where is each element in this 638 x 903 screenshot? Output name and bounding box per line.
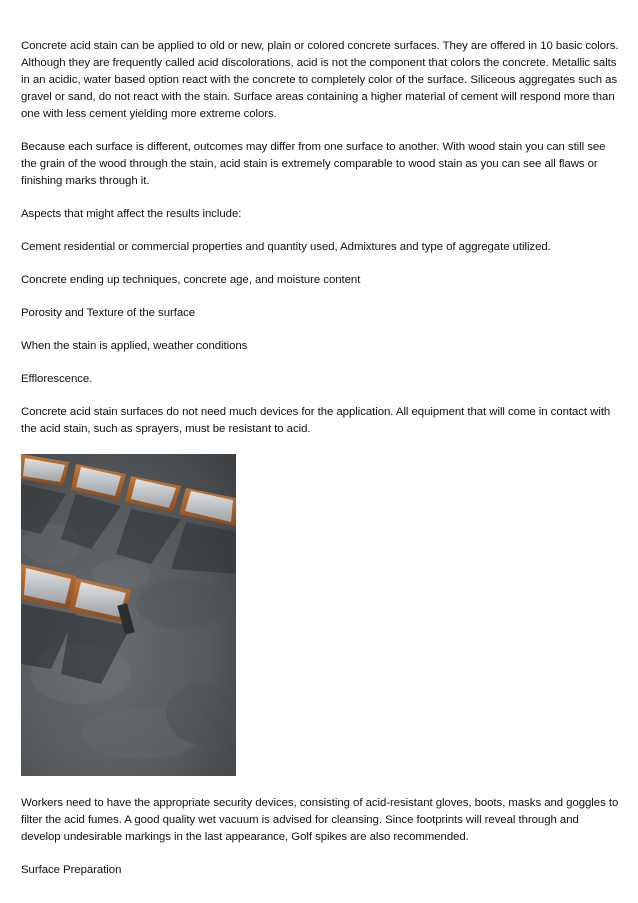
document-page bbox=[21, 38, 621, 895]
photo-stained-concrete-floor-seats bbox=[21, 454, 236, 776]
paragraph-weather: When the stain is applied, weather conditions bbox=[21, 340, 248, 352]
paragraph-finishing-techniques: Concrete ending up techniques, concrete age, and moisture content bbox=[21, 274, 361, 286]
paragraph-equipment: Concrete acid stain surfaces do not need much devices for the application. All equipment that will come in contact with the acid stain, such as sprayers, must be resistant to acid. bbox=[21, 406, 611, 435]
paragraph-surface-difference: Because each surface is different, outcomes may differ from one surface to another. With wood stain you can still see the grain of the wood through the stain, acid stain is extremely comparable to wood stain as you can see all flaws or finishing marks through it. bbox=[21, 141, 606, 187]
paragraph-efflorescence: Efflorescence. bbox=[21, 373, 93, 385]
heading-surface-preparation: Surface Preparation bbox=[21, 864, 122, 876]
paragraph-cement-properties: Cement residential or commercial properties and quantity used, Admixtures and type of aggregate utilized. bbox=[21, 241, 551, 253]
paragraph-intro: Concrete acid stain can be applied to old or new, plain or colored concrete surfaces. They are offered in 10 basic colors. Although they are frequently called acid discolorations, acid is not the component that colors the concrete. Metallic salts in an acidic, water based option react with the concrete to completely color of the surface. Siliceous aggregates such as gravel or sand, do not react with the stain. Surface areas containing a higher material of cement will respond more than one with less cement yielding more extreme colors. bbox=[21, 40, 619, 120]
paragraph-safety-devices: Workers need to have the appropriate security devices, consisting of acid-resistant gloves, boots, masks and goggles to filter the acid fumes. A good quality wet vacuum is advised for cleansing. Since footprints will reveal through and develop undesirable markings in the last appearance, Golf spikes are also recommended. bbox=[21, 797, 619, 843]
paragraph-aspects: Aspects that might affect the results include: bbox=[21, 208, 242, 220]
paragraph-porosity: Porosity and Texture of the surface bbox=[21, 307, 196, 319]
